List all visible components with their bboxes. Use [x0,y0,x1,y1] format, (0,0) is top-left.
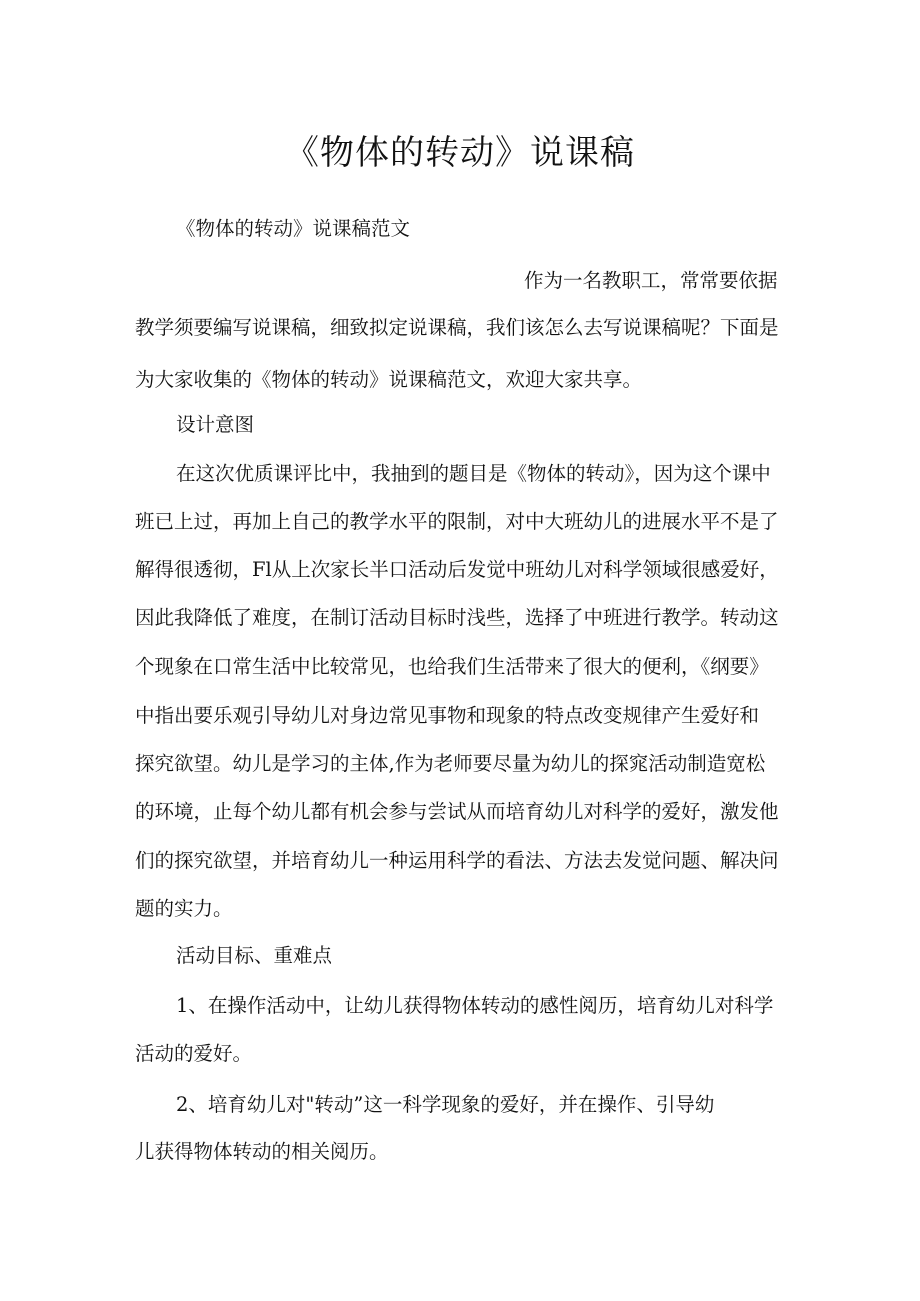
intro-line-3: 为大家收集的《物体的转动》说课稿范文，欢迎大家共享。 [135,368,643,391]
document-subtitle: 《物体的转动》说课稿范文 [176,217,411,240]
paragraph-line: 的环境，止每个幼儿都有机会参与尝试从而培育幼儿对科学的爱好，激发他 [135,800,779,823]
paragraph-line: 探究欲望。幼儿是学习的主体,作为老师要尽量为幼儿的探窕活动制造宽松 [135,752,766,775]
goal-1-line-1: 1、在操作活动中，让幼儿获得物体转动的感性阅历，培育幼儿对科学 [176,994,774,1017]
goal-2-line-2: 儿获得物体转动的相关阅历。 [135,1140,389,1163]
goal-1-line-2: 活动的爱好。 [135,1042,253,1065]
intro-line-2: 教学须要编写说课稿，细致拟定说课稿，我们该怎么去写说课稿呢？下面是 [135,316,779,339]
paragraph-line: 题的实力。 [135,897,233,920]
paragraph-line: 班已上过，再加上自己的教学水平的限制，对中大班幼儿的进展水平不是了 [135,510,779,533]
paragraph-line: 们的探究欲望，并培育幼儿一种运用科学的看法、方法去发觉问题、解决问 [135,849,779,872]
document-title: 《物体的转动》说课稿 [285,133,635,173]
paragraph-line: 在这次优质课评比中，我抽到的题目是《物体的转动》，因为这个课中 [176,462,771,485]
paragraph-line: 个现象在口常生活中比较常见，也给我们生活带来了很大的便利，《纲要》 [135,655,769,678]
section-heading-goals: 活动目标、重难点 [176,944,333,967]
goal-2-line-1: 2、培育幼儿对"转动”这一科学现象的爱好，并在操作、引导幼 [176,1093,715,1116]
paragraph-line: 中指出要乐观引导幼儿对身边常见事物和现象的特点改变规律产生爱好和 [135,704,760,727]
intro-line-1: 作为一名教职工，常常要依据 [524,269,778,292]
paragraph-line: 因此我降低了难度，在制订活动目标时浅些，选择了中班进行教学。转动这 [135,606,779,629]
paragraph-line: 解得很透彻，Fl从上次家长半口活动后发觉中班幼儿对科学领域很感爱好， [135,558,779,581]
section-heading-design-intent: 设计意图 [176,413,255,436]
